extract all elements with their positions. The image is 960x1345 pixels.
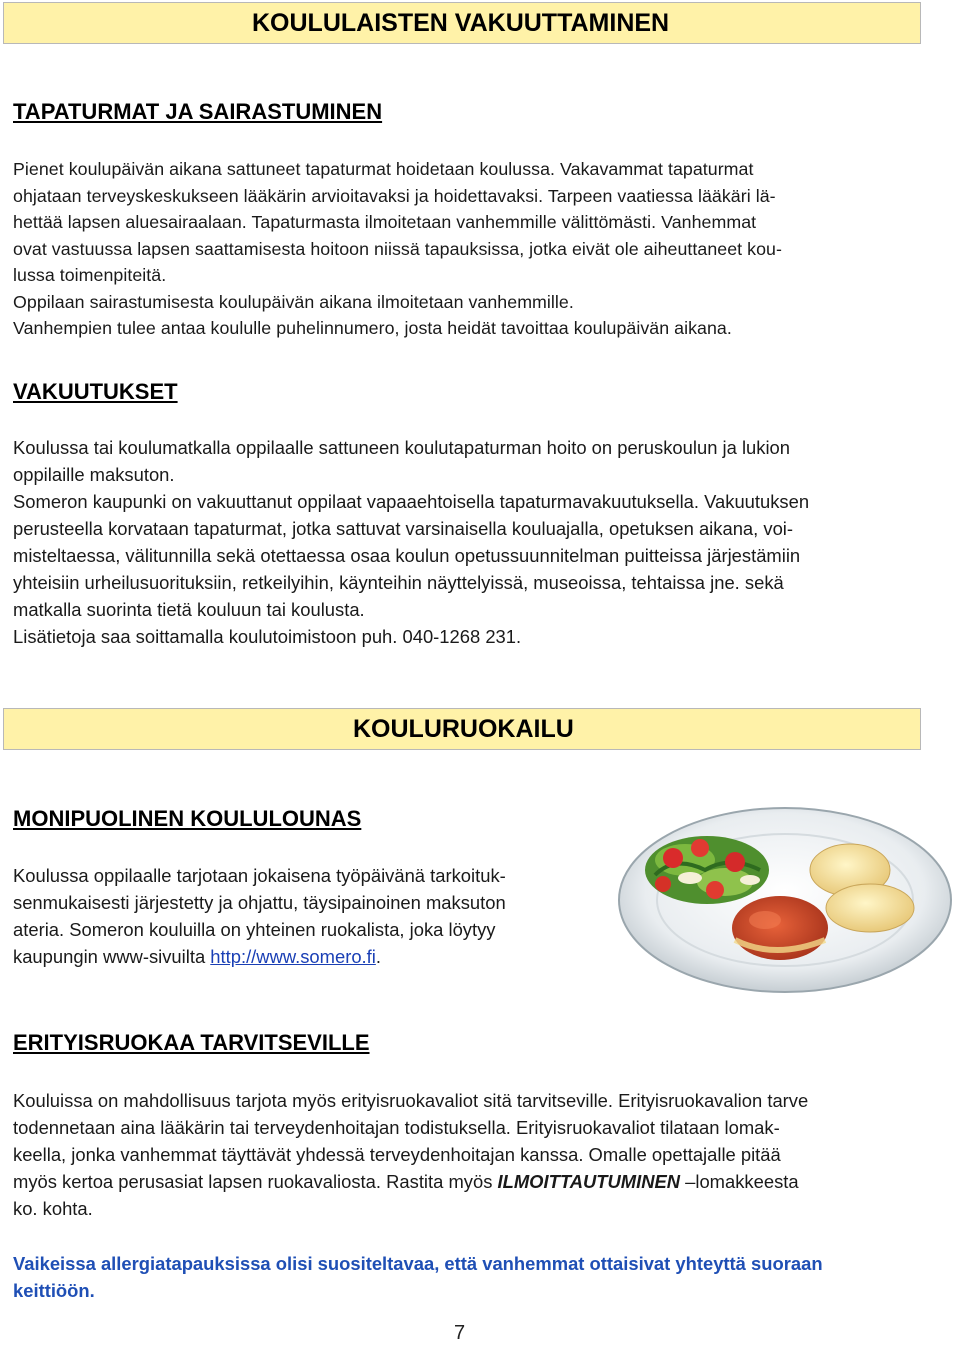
meat-patty-shape: [732, 896, 828, 960]
paragraph-insurances: [13, 434, 809, 650]
text-line: Koulussa oppilaalle tarjotaan jokaisena työpäivänä tarkoituk-: [13, 865, 506, 886]
text-line: Oppilaan sairastumisesta koulupäivän aikana ilmoitetaan vanhemmille.: [13, 291, 574, 312]
text-line: matkalla suorinta tietä kouluun tai koulusta.: [13, 599, 365, 620]
allergy-notice: [13, 1250, 823, 1304]
text-line: lussa toimenpiteitä.: [13, 265, 167, 285]
text-fragment: myös kertoa perusasiat lapsen ruokavaliosta. Rastita myös: [13, 1171, 498, 1192]
text-line: keella, jonka vanhemmat täyttävät yhdessä terveydenhoitajan kanssa. Omalle opettajalle pitää: [13, 1144, 781, 1165]
text-fragment: –lomakkeesta: [680, 1171, 799, 1192]
menu-website-link[interactable]: http://www.somero.fi: [210, 946, 376, 967]
text-line: oppilaille maksuton.: [13, 464, 175, 485]
text-line: yhteisiin urheilusuorituksiin, retkeilyihin, käynteihin näyttelyissä, museoissa, tehtaissa jne. sekä: [13, 572, 784, 593]
text-line: Pienet koulupäivän aikana sattuneet tapaturmat hoidetaan koulussa. Vakavammat tapaturmat: [13, 159, 754, 179]
text-line: todennetaan aina lääkärin tai terveydenhoitajan todistuksella. Erityisruokavaliot tilataan lomak-: [13, 1117, 780, 1138]
text-line: hettää lapsen aluesairaalaan. Tapaturmasta ilmoitetaan vanhemmille välittömästi. Vanhemmat: [13, 212, 757, 232]
heading-school-lunch: MONIPUOLINEN KOULULOUNAS: [13, 806, 362, 831]
salad-shape: [645, 836, 769, 904]
text-line: senmukaisesti järjestetty ja ohjattu, täysipainoinen maksuton: [13, 892, 506, 913]
text-line: ohjataan terveyskeskukseen lääkärin arvioitavaksi ja hoidettavaksi. Tarpeen vaatiessa lääkäri lä-: [13, 185, 776, 206]
heading-special-diets: ERITYISRUOKAA TARVITSEVILLE: [13, 1030, 370, 1055]
paragraph-special-diets: [13, 1087, 808, 1222]
section-banner-insurance: [3, 2, 921, 44]
section-banner-school-meals: [3, 708, 921, 750]
notice-line: keittiöön.: [13, 1280, 95, 1301]
paragraph-accidents: [13, 156, 782, 342]
page-number: 7: [454, 1322, 466, 1344]
text-fragment: kaupungin www-sivuilta: [13, 946, 211, 967]
text-line: Lisätietoja saa soittamalla koulutoimistoon puh. 040-1268 231.: [13, 626, 522, 647]
heading-accidents-illness: TAPATURMAT JA SAIRASTUMINEN: [13, 99, 383, 124]
text-line: ko. kohta.: [13, 1198, 93, 1219]
paragraph-school-lunch: [13, 862, 506, 970]
text-line: Koulussa tai koulumatkalla oppilaalle sattuneen koulutapaturman hoito on peruskoulun ja lukion: [13, 437, 791, 458]
form-name-emphasis: ILMOITTAUTUMINEN: [497, 1171, 681, 1192]
heading-insurances: VAKUUTUKSET: [13, 379, 178, 404]
text-line: misteltaessa, välitunnilla sekä otettaessa osaa koulun opetussuunnitelman puitteissa järjestämiin: [13, 545, 801, 566]
text-line: ateria. Someron kouluilla on yhteinen ruokalista, joka löytyy: [13, 919, 496, 940]
banner-title: KOULURUOKAILU: [353, 714, 574, 743]
text-line: Someron kaupunki on vakuuttanut oppilaat vapaaehtoisella tapaturmavakuutuksella. Vakuutuksen: [13, 491, 810, 512]
text-line: perusteella korvataan tapaturmat, jotka sattuvat varsinaisella kouluajalla, opetuksen aikana, voi-: [13, 518, 794, 539]
text-line: Kouluissa on mahdollisuus tarjota myös erityisruokavaliot sitä tarvitseville. Erityisruokavalion tarve: [13, 1090, 809, 1111]
text-line: [13, 943, 506, 970]
text-fragment: .: [375, 946, 381, 967]
text-line: Vanhempien tulee antaa koululle puhelinnumero, josta heidät tavoittaa koulupäivän aikana.: [13, 318, 732, 338]
meal-plate-illustration: [615, 800, 955, 1000]
text-line: [13, 1168, 808, 1195]
notice-line: Vaikeissa allergiatapauksissa olisi suositeltavaa, että vanhemmat ottaisivat yhteyttä suoraan: [13, 1253, 823, 1274]
text-line: ovat vastuussa lapsen saattamisesta hoitoon niissä tapauksissa, jotka eivät ole aiheuttaneet kou-: [13, 238, 782, 259]
banner-title: KOULULAISTEN VAKUUTTAMINEN: [252, 8, 670, 37]
